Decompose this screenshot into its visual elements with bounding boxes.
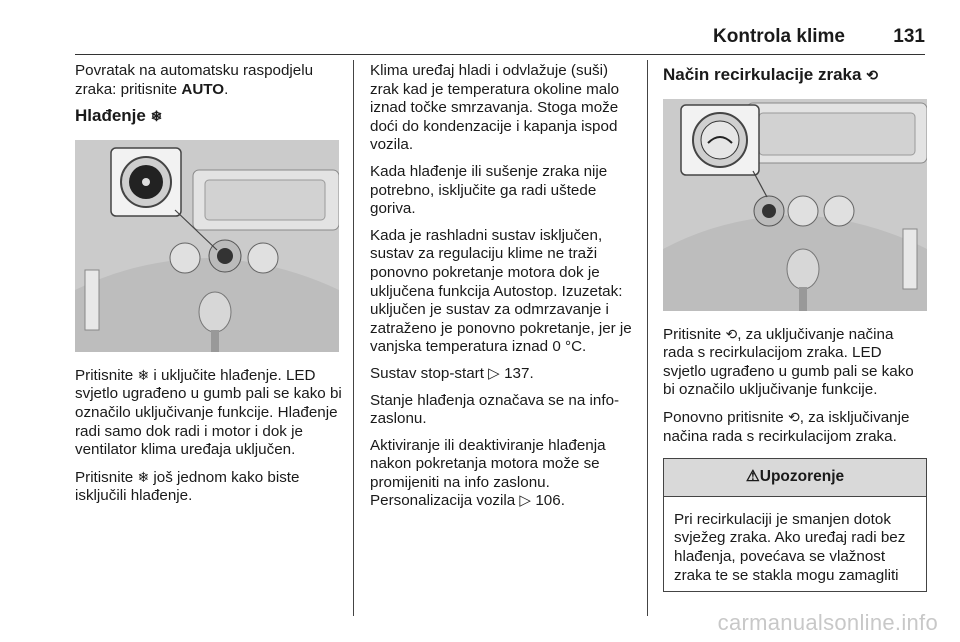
recirculation-illustration — [663, 99, 927, 311]
column-right — [663, 62, 927, 592]
column-divider — [647, 60, 648, 616]
cooling-illustration — [75, 140, 339, 352]
intro-paragraph: Povratak na automatsku raspodjelu zraka: pritisnite AUTO. — [75, 62, 314, 98]
warning-header — [664, 459, 926, 497]
recirculation-icon: ⟲ — [866, 67, 878, 83]
warning-text: Pri recirkulaciji je smanjen dotok svježeg zraka. Ako uređaj radi bez hlađenja, povećava se vlažnost zraka te se stakla mogu zamagliti — [674, 510, 906, 584]
page-ref-arrow-icon: ▷ — [519, 492, 532, 510]
recirculation-icon: ⟲ — [725, 325, 738, 342]
cooling-heading: Hlađenje ❄ — [75, 106, 163, 126]
recirculation-paragraph-2: Ponovno pritisnite ⟲, za isključivanje načina rada s recirkulacijom zraka. — [663, 408, 910, 445]
page-reference-link[interactable]: 137 — [504, 364, 530, 382]
body-paragraph-4: Sustav stop-start ▷ 137. — [370, 364, 534, 382]
page-number: 131 — [893, 26, 925, 47]
cooling-paragraph-1: Pritisnite ❄ i uključite hlađenje. LED svjetlo ugrađeno u gumb pali se kako bi označilo uključivanje funkcije. Hlađenje radi samo dok radi i motor i dok je ventilator klima uređaja uključen. — [75, 366, 342, 459]
header-rule — [75, 54, 925, 55]
column-divider — [353, 60, 354, 616]
page-reference-link[interactable]: 106 — [535, 492, 561, 510]
column-middle — [370, 62, 634, 519]
body-paragraph-6: Aktiviranje ili deaktiviranje hlađenja nakon pokretanja motora može se promijeniti na info zaslonu. Personalizacija vozila ▷ 106. — [370, 436, 606, 510]
page-ref-arrow-icon: ▷ — [488, 364, 500, 382]
page-title: Kontrola klime — [713, 26, 845, 47]
body-paragraph-1: Klima uređaj hladi i odvlažuje (suši) zrak kad je temperatura okoline malo iznad točke smrzavanja. Stoga može doći do kondenzacije i kapanja ispod vozila. — [370, 62, 620, 154]
snowflake-icon: ❄ — [150, 108, 163, 125]
recirculation-heading: Način recirkulacije zraka ⟲ — [663, 65, 878, 84]
watermark: carmanualsonline.info — [717, 610, 938, 635]
recirculation-icon: ⟲ — [787, 408, 800, 425]
snowflake-icon: ❄ — [137, 366, 150, 383]
warning-title: Upozorenje — [759, 468, 845, 486]
auto-label: AUTO — [181, 80, 225, 98]
page-header — [75, 22, 925, 50]
column-left — [75, 62, 343, 514]
body-paragraph-2: Kada hlađenje ili sušenje zraka nije potrebno, isključite ga radi uštede goriva. — [370, 162, 608, 218]
body-paragraph-3: Kada je rashladni sustav isključen, sustav za regulaciju klime ne traži ponovno pokretanje motora dok je uključena funkcija Autostop. Izuzetak: uključen je sustav za odmrzavanje i zatraženo je ponovno pokretanje, jer je vanjska temperatura iznad 0 °C. — [370, 226, 632, 356]
body-paragraph-5: Stanje hlađenja označava se na info-zaslonu. — [370, 391, 620, 428]
snowflake-icon: ❄ — [137, 468, 150, 485]
cooling-paragraph-2: Pritisnite ❄ još jednom kako biste isključili hlađenje. — [75, 468, 300, 505]
recirculation-paragraph-1: Pritisnite ⟲, za uključivanje načina rada s recirkulacijom zraka. LED svjetlo ugrađeno u gumb pali se kako bi označilo uključivanje funkcije. — [663, 325, 914, 399]
warning-box — [663, 458, 927, 592]
warning-triangle-icon: ⚠ — [745, 468, 760, 486]
